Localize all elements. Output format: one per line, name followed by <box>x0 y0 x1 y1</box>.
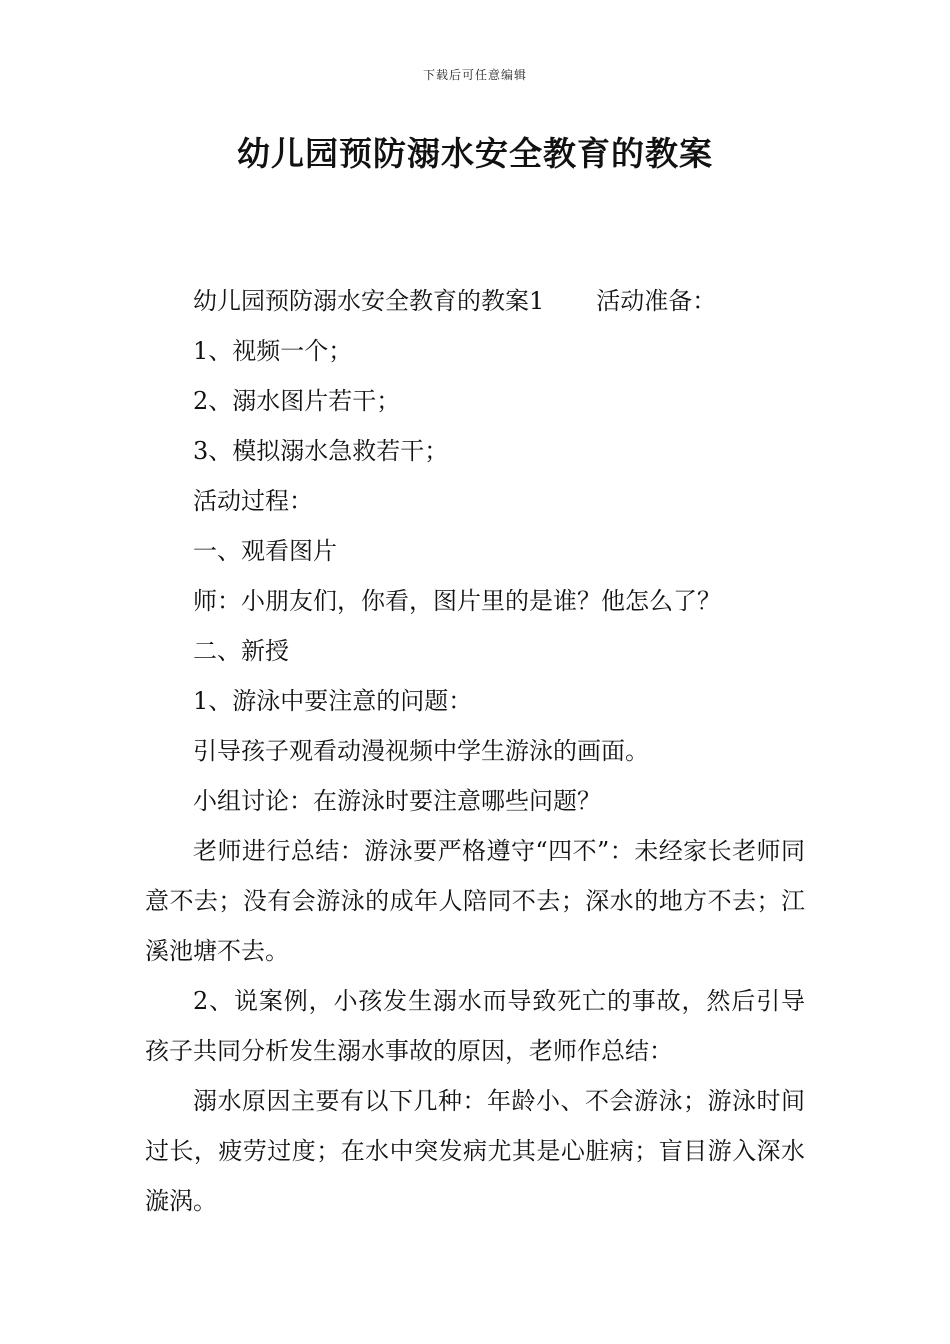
paragraph: 小组讨论：在游泳时要注意哪些问题？ <box>193 787 601 815</box>
paragraph: 引导孩子观看动漫视频中学生游泳的画面。 <box>193 737 649 765</box>
paragraph: 一、观看图片 <box>193 537 337 565</box>
document-body <box>145 276 805 1226</box>
activity-prep-label: 活动准备： <box>596 287 717 315</box>
header-note: 下载后可任意编辑 <box>422 68 527 82</box>
paragraph: 2、溺水图片若干； <box>193 387 401 415</box>
paragraph: 活动过程： <box>193 487 313 515</box>
paragraph: 3、模拟溺水急救若干； <box>193 437 449 465</box>
paragraph-intro <box>145 276 805 326</box>
document-title: 幼儿园预防溺水安全教育的教案 <box>237 134 713 173</box>
paragraph: 师：小朋友们，你看，图片里的是谁？他怎么了？ <box>193 587 721 615</box>
paragraph: 1、游泳中要注意的问题： <box>193 687 473 715</box>
paragraph: 溺水原因主要有以下几种：年龄小、不会游泳；游泳时间过长，疲劳过度；在水中突发病尤其是心脏病；盲目游入深水漩涡。 <box>145 1087 805 1215</box>
paragraph: 老师进行总结：游泳要严格遵守“四不”：未经家长老师同意不去；没有会游泳的成年人陪同不去；深水的地方不去；江溪池塘不去。 <box>145 837 805 965</box>
intro-title: 幼儿园预防溺水安全教育的教案1 <box>193 287 545 315</box>
paragraph: 1、视频一个； <box>193 337 353 365</box>
paragraph: 二、新授 <box>193 637 289 665</box>
paragraph: 2、说案例，小孩发生溺水而导致死亡的事故，然后引导孩子共同分析发生溺水事故的原因，老师作总结： <box>145 987 805 1065</box>
